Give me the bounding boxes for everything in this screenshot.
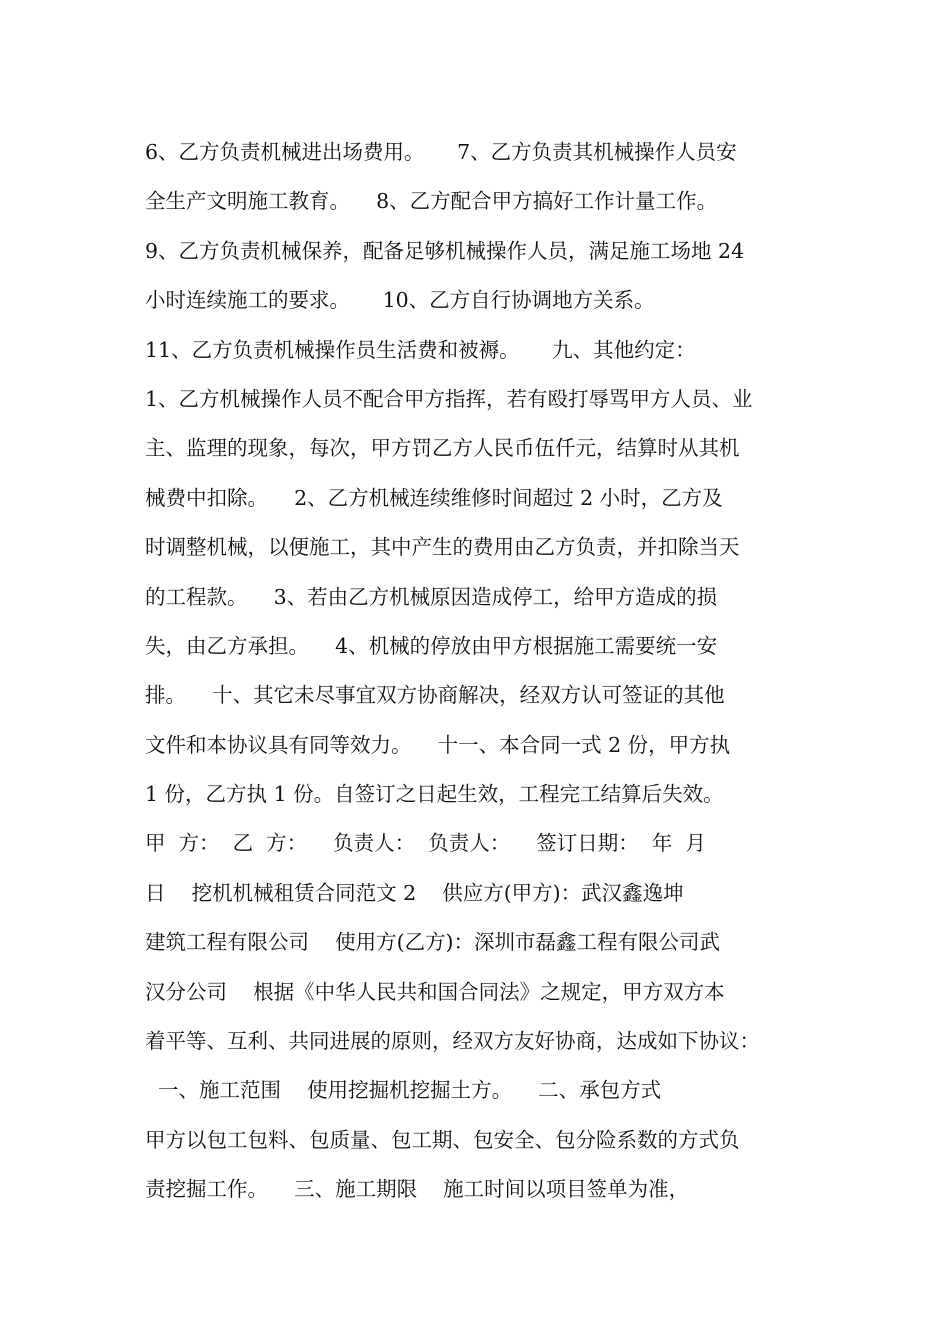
text-line: 甲 方： 乙 方： 负责人： 负责人： 签订日期： 年 月	[145, 831, 706, 856]
text-line: 主、监理的现象，每次，甲方罚乙方人民币伍仟元，结算时从其机	[145, 436, 740, 461]
text-line: 小时连续施工的要求。 10、乙方自行协调地方关系。	[145, 288, 655, 313]
text-line: 排。 十、其它未尽事宜双方协商解决，经双方认可签证的其他	[145, 683, 725, 708]
contract-text	[145, 128, 810, 1215]
text-line: 1 份，乙方执 1 份。自签订之日起生效，工程完工结算后失效。	[145, 782, 724, 807]
text-line: 失，由乙方承担。 4、机械的停放由甲方根据施工需要统一安	[145, 633, 718, 658]
text-line: 时调整机械，以便施工，其中产生的费用由乙方负责，并扣除当天	[145, 535, 740, 560]
text-line: 9、乙方负责机械保养，配备足够机械操作人员，满足施工场地 24	[145, 238, 745, 263]
text-line: 甲方以包工包料、包质量、包工期、包安全、包分险系数的方式负	[145, 1127, 740, 1152]
text-line: 6、乙方负责机械进出场费用。 7、乙方负责其机械操作人员安	[145, 140, 737, 164]
text-line: 全生产文明施工教育。 8、乙方配合甲方搞好工作计量工作。	[145, 189, 718, 214]
text-line: 着平等、互利、共同进展的原则，经双方友好协商，达成如下协议：	[145, 1029, 760, 1054]
text-line: 汉分公司 根据《中华人民共和国合同法》之规定，甲方双方本	[145, 979, 725, 1004]
text-line: 日 挖机机械租赁合同范文 2 供应方(甲方)：武汉鑫逸坤	[145, 880, 684, 905]
text-line: 11、乙方负责机械操作员生活费和被褥。 九、其他约定：	[145, 337, 696, 362]
text-line: 械费中扣除。 2、乙方机械连续维修时间超过 2 小时，乙方及	[145, 485, 723, 510]
text-line: 责挖掘工作。 三、施工期限 施工时间以项目签单为准，	[145, 1177, 690, 1202]
text-line: 1、乙方机械操作人员不配合甲方指挥，若有殴打辱骂甲方人员、业	[145, 386, 753, 411]
text-line: 建筑工程有限公司 使用方(乙方)：深圳市磊鑫工程有限公司武	[145, 930, 721, 955]
text-line: 一、施工范围 使用挖掘机挖掘土方。 二、承包方式	[145, 1078, 662, 1103]
text-line: 文件和本协议具有同等效力。 十一、本合同一式 2 份，甲方执	[145, 732, 731, 757]
text-line: 的工程款。 3、若由乙方机械原因造成停工，给甲方造成的损	[145, 584, 718, 609]
